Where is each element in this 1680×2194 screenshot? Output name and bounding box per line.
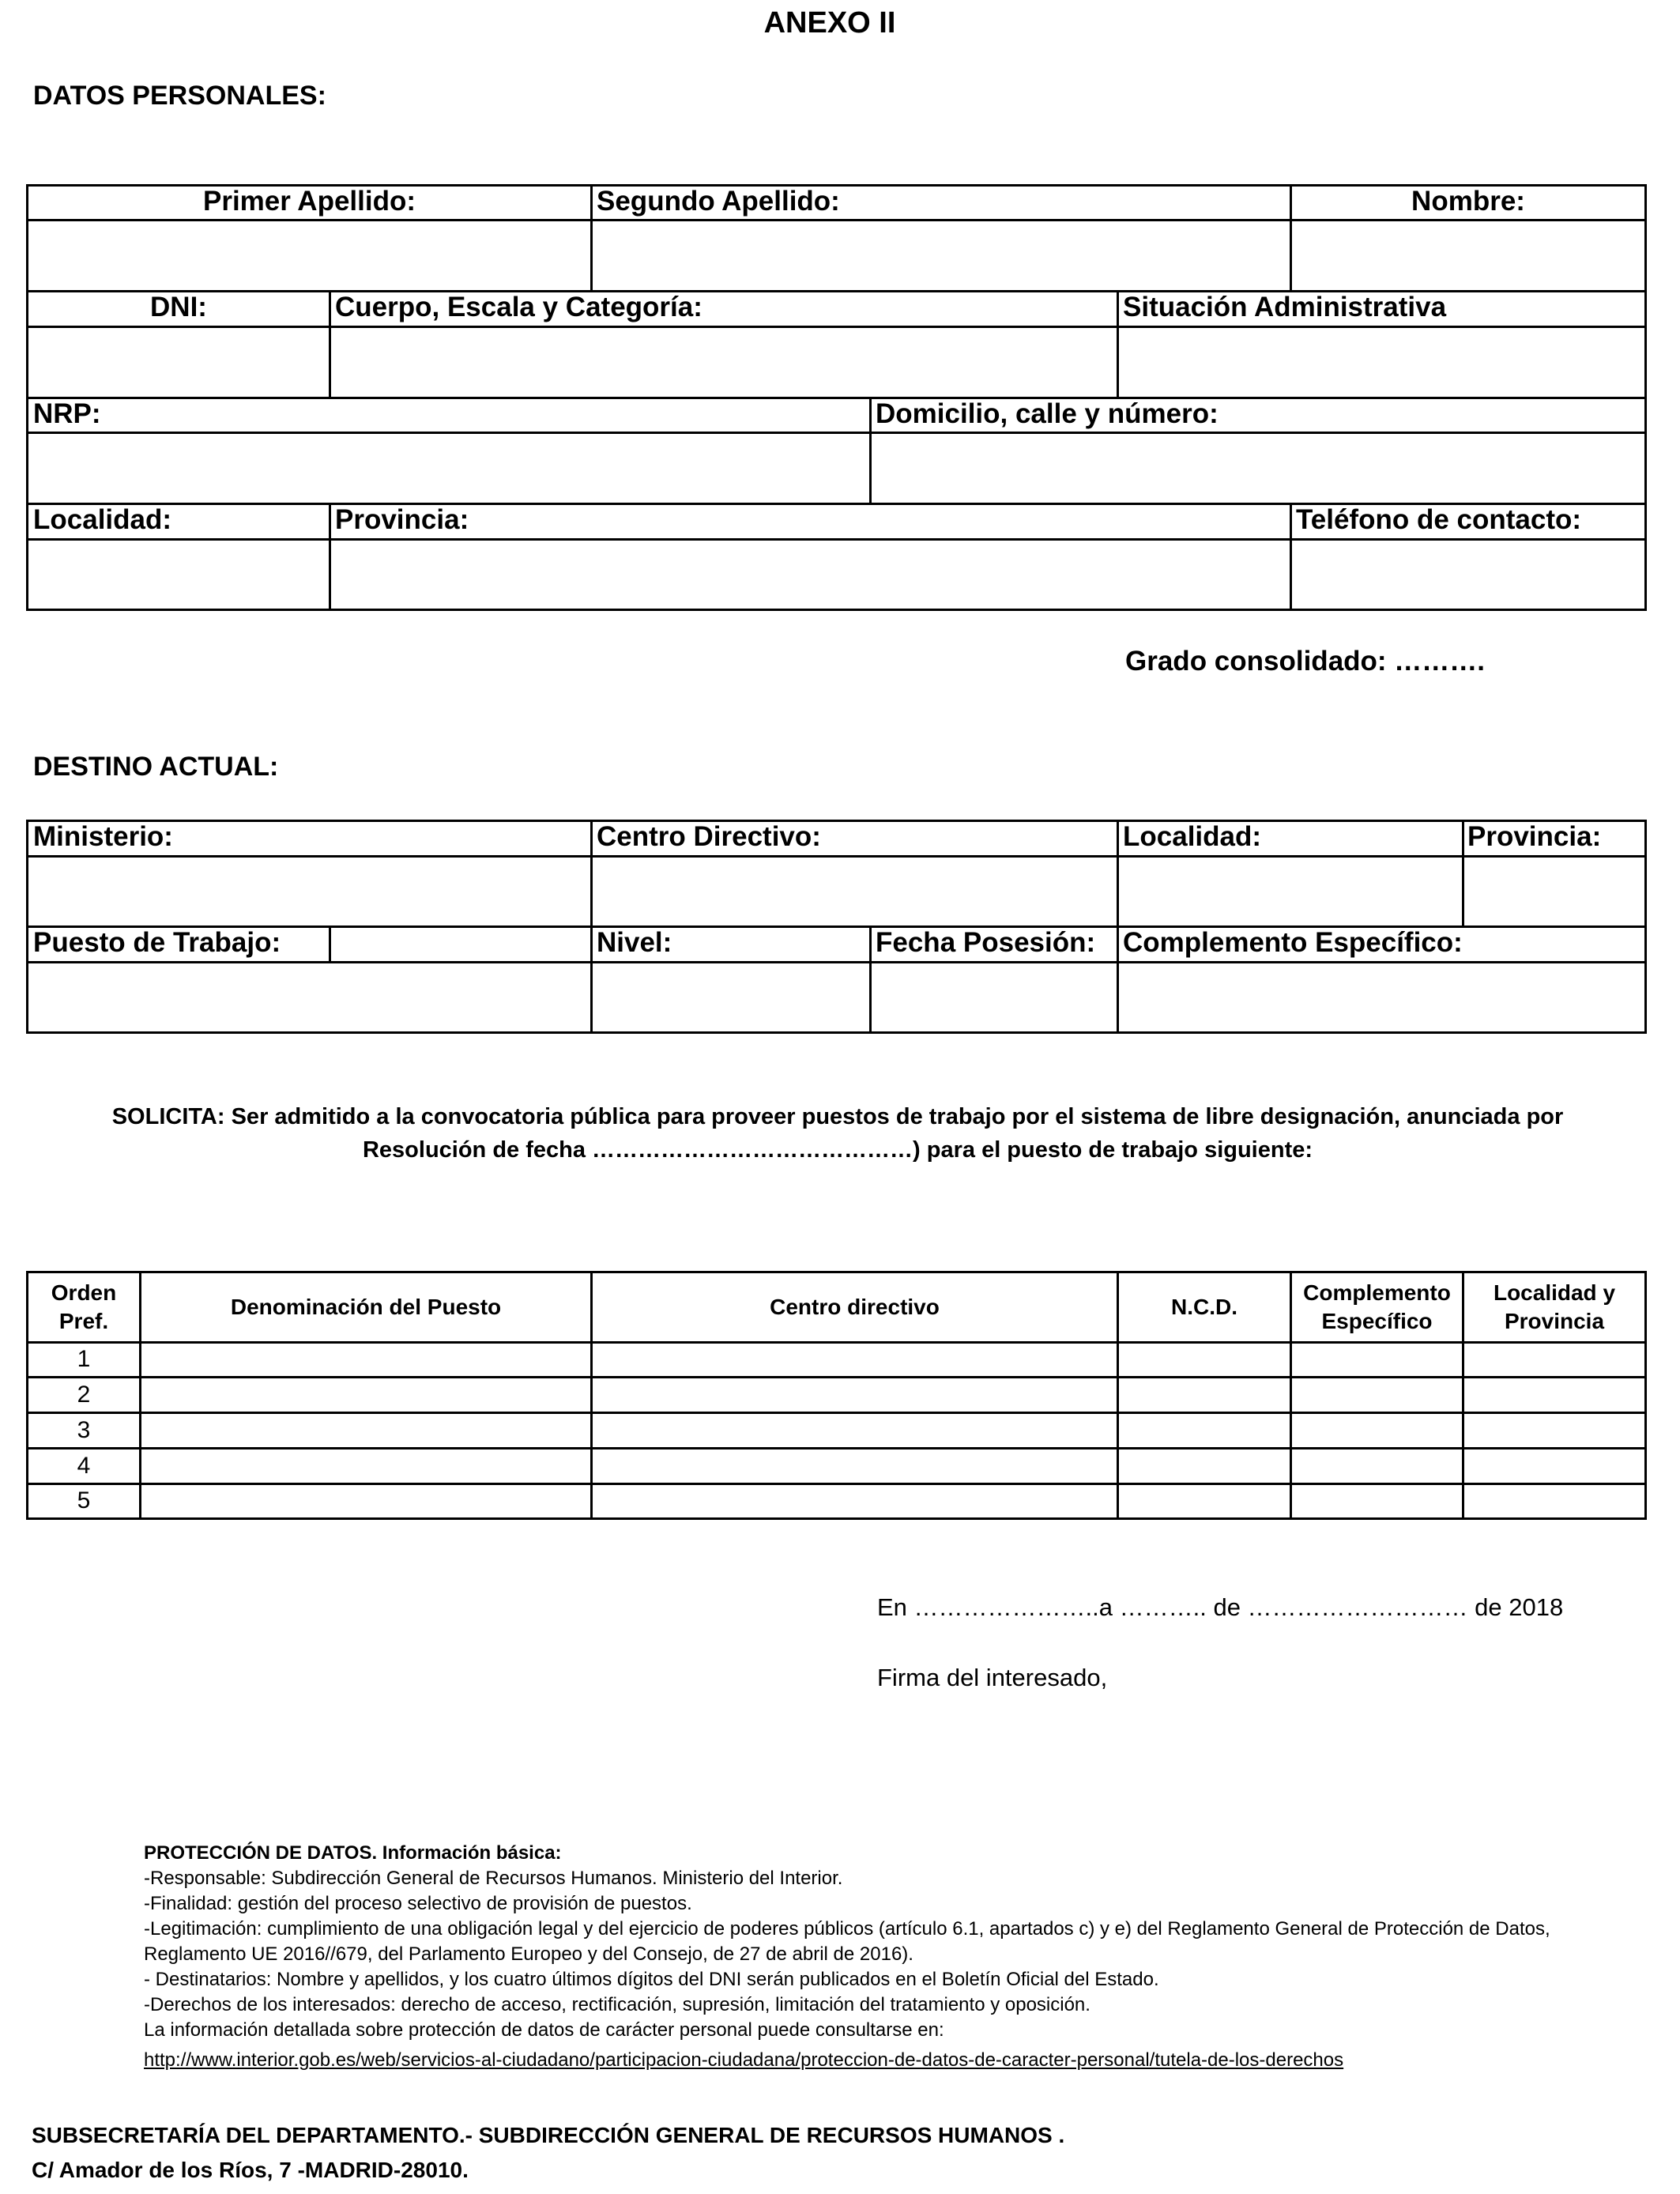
header-pref: Pref. [58,1309,109,1333]
puesto-trabajo-field[interactable] [28,963,590,1031]
solicita-line-2: Resolución de fecha ……………………………………) para el puesto de trabajo siguiente: [362,1137,1313,1163]
header-localidad-line2: Provincia [1504,1309,1605,1333]
header-centro-directivo: Centro directivo [770,1295,940,1319]
row-number: 2 [77,1382,91,1408]
puesto-trabajo-label: Puesto de Trabajo: [33,927,281,958]
nrp-field[interactable] [28,434,869,503]
dni-label: DNI: [150,292,207,322]
table-row[interactable] [141,1344,1644,1376]
table-row[interactable] [141,1378,1644,1412]
localidad-field[interactable] [28,541,329,609]
ministerio-label: Ministerio: [33,821,173,852]
destino-actual-heading: DESTINO ACTUAL: [33,752,279,782]
domicilio-label: Domicilio, calle y número: [876,398,1219,429]
proteccion-line: -Derechos de los interesados: derecho de acceso, rectificación, supresión, limitación del tratamiento y oposición. [144,1994,1090,2015]
lugar-fecha: En …………………..a ……….. de ……………………… de 2018 [877,1593,1564,1621]
nombre-field[interactable] [1292,221,1644,290]
ministerio-field[interactable] [28,858,590,925]
firma-interesado: Firma del interesado, [877,1664,1108,1691]
header-localidad-provincia [1464,1273,1644,1341]
primer-apellido-field[interactable] [28,221,590,290]
footer-line-1: SUBSECRETARÍA DEL DEPARTAMENTO.- SUBDIRECCIÓN GENERAL DE RECURSOS HUMANOS . [32,2123,1065,2147]
header-orden: Orden [51,1280,117,1305]
provincia-label: Provincia: [335,504,469,535]
header-orden-pref [28,1273,139,1341]
proteccion-line: -Responsable: Subdirección General de Recursos Humanos. Ministerio del Interior. [144,1868,843,1889]
proteccion-url-link[interactable]: http://www.interior.gob.es/web/servicios-al-ciudadano/participacion-ciudadana/proteccion-de-datos-de-caracter-personal/tutela-de-los-derechos [144,2049,1344,2071]
destino-provincia-label: Provincia: [1467,821,1602,852]
segundo-apellido-label: Segundo Apellido: [597,186,840,217]
grado-consolidado: Grado consolidado: ………. [1125,646,1486,677]
proteccion-datos [144,1841,1550,2073]
situacion-label: Situación Administrativa [1123,292,1447,322]
cuerpo-field[interactable] [331,328,1117,397]
header-complemento-line2: Específico [1321,1309,1433,1333]
fecha-posesion-field[interactable] [872,963,1117,1031]
footer-line-2: C/ Amador de los Ríos, 7 -MADRID-28010. [32,2158,469,2182]
primer-apellido-label: Primer Apellido: [202,186,416,217]
table-row[interactable] [141,1449,1644,1483]
proteccion-line: - Destinatarios: Nombre y apellidos, y los cuatro últimos dígitos del DNI serán publicados en el Boletín Oficial del Estado. [144,1969,1159,1990]
localidad-label: Localidad: [33,504,172,535]
proteccion-heading: PROTECCIÓN DE DATOS. Información básica: [144,1842,562,1864]
table-row[interactable] [141,1485,1644,1517]
proteccion-line: -Legitimación: cumplimiento de una obligación legal y del ejercicio de poderes públicos (artículo 6.1, apartados c) y e) del Reglamento General de Protección de Datos, [144,1918,1550,1940]
datos-personales-heading: DATOS PERSONALES: [33,81,326,111]
row-number: 4 [77,1453,91,1479]
destino-localidad-field[interactable] [1119,858,1462,925]
dni-field[interactable] [28,328,329,397]
domicilio-field[interactable] [872,434,1644,503]
table-row[interactable] [141,1414,1644,1447]
nivel-field[interactable] [593,963,869,1031]
destino-provincia-field[interactable] [1464,858,1644,925]
telefono-field[interactable] [1292,541,1644,609]
situacion-field[interactable] [1119,328,1644,397]
provincia-field[interactable] [331,541,1290,609]
row-number: 5 [77,1487,91,1514]
header-localidad-line1: Localidad y [1493,1280,1616,1305]
solicita-text [47,1100,1628,1167]
row-number: 1 [77,1346,91,1372]
nombre-label: Nombre: [1411,186,1525,217]
solicita-line-1: SOLICITA: Ser admitido a la convocatoria pública para proveer puestos de trabajo por el sistema de libre designación, anunciada por [111,1104,1564,1129]
proteccion-line: -Finalidad: gestión del proceso selectivo de provisión de puestos. [144,1893,692,1914]
complemento-especifico-label: Complemento Específico: [1123,927,1463,958]
telefono-label: Teléfono de contacto: [1296,504,1582,535]
centro-directivo-field[interactable] [593,858,1117,925]
nivel-label: Nivel: [597,927,672,958]
header-complemento [1292,1273,1462,1341]
proteccion-line: Reglamento UE 2016//679, del Parlamento Europeo y del Consejo, de 27 de abril de 2016). [144,1943,913,1965]
complemento-especifico-field[interactable] [1119,963,1644,1031]
header-denominacion: Denominación del Puesto [230,1295,502,1319]
nrp-label: NRP: [33,398,101,429]
row-number: 3 [77,1417,91,1443]
cuerpo-label: Cuerpo, Escala y Categoría: [335,292,703,322]
destino-localidad-label: Localidad: [1123,821,1262,852]
proteccion-line: La información detallada sobre protección de datos de carácter personal puede consultarse en: [144,2019,944,2041]
page-title: ANEXO II [763,6,896,40]
header-complemento-line1: Complemento [1303,1280,1451,1305]
centro-directivo-label: Centro Directivo: [597,821,821,852]
segundo-apellido-field[interactable] [593,221,1290,290]
header-ncd: N.C.D. [1171,1295,1237,1319]
fecha-posesion-label: Fecha Posesión: [876,927,1096,958]
